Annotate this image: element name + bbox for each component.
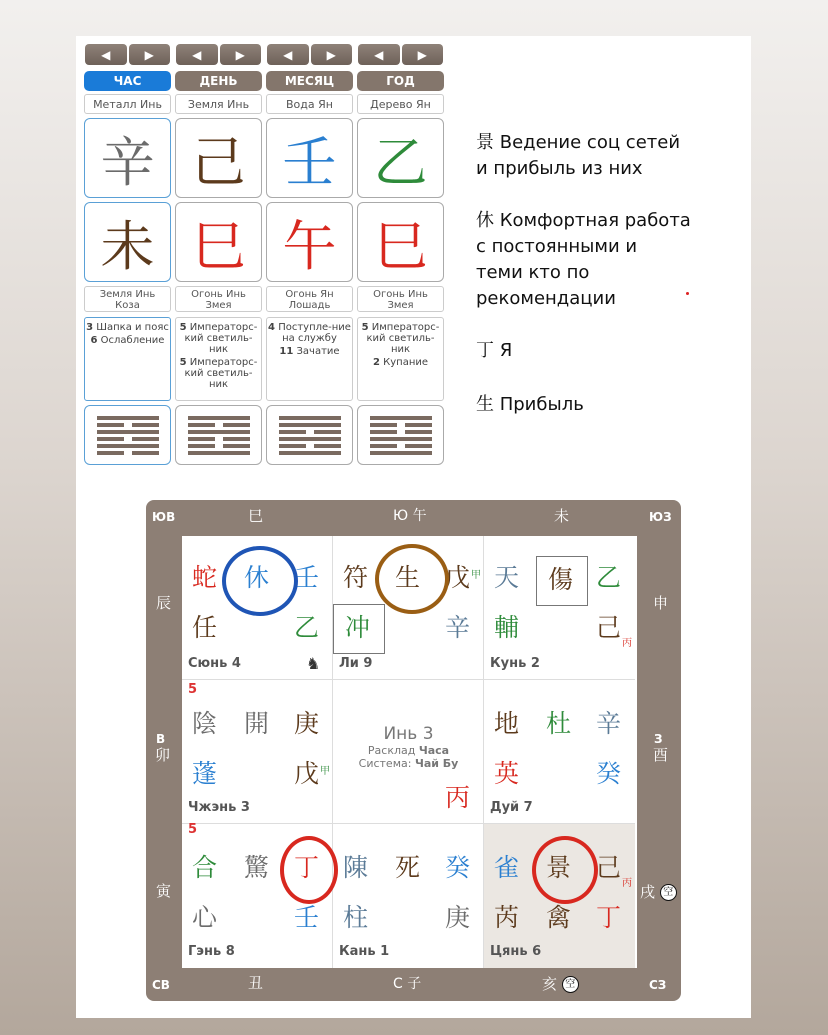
star: 蓬 <box>192 759 218 788</box>
gate: 開 <box>244 709 270 738</box>
heaven-stem: 戊 <box>445 563 471 592</box>
branch-shen: 申 <box>653 594 669 612</box>
star-number: 3 <box>86 322 94 333</box>
gate: 生 <box>395 563 421 592</box>
hexagram-line <box>188 437 250 441</box>
heavenly-stem[interactable]: 辛 <box>84 118 171 198</box>
life-stages <box>357 317 444 401</box>
star-number: 5 <box>179 357 187 368</box>
qimen-board <box>146 500 681 1001</box>
branch-animal: Лошадь <box>288 300 331 311</box>
gate: 杜 <box>546 709 572 738</box>
branch-hai-label: 亥 <box>542 975 558 993</box>
note-line: и прибыль из них <box>476 158 643 179</box>
gate: 傷 <box>548 565 574 594</box>
star: 柱 <box>343 903 369 932</box>
void-marker: 空 <box>562 976 579 993</box>
star-entry <box>85 335 170 346</box>
hexagram-line <box>370 423 432 427</box>
hexagram-line <box>279 444 341 448</box>
deity: 陳 <box>343 853 369 882</box>
branch-hai <box>542 976 579 993</box>
palace-center[interactable] <box>333 680 484 824</box>
earthly-branch[interactable]: 巳 <box>357 202 444 282</box>
palace-name: Цянь 6 <box>490 944 542 959</box>
star-number: 5 <box>361 322 369 333</box>
earth-stem: 戊 <box>294 759 320 788</box>
hexagram-line <box>370 437 432 441</box>
pillar-nav <box>357 44 444 66</box>
pillar-column <box>357 44 444 466</box>
number-badge: 5 <box>188 822 198 837</box>
palace-name: Дуй 7 <box>490 800 533 815</box>
note-ding: 丁 Я <box>476 340 513 361</box>
hexagram-line <box>370 430 432 434</box>
center-layout <box>333 744 484 757</box>
deity: 天 <box>494 563 520 592</box>
branch-element: Земля Инь <box>99 289 156 300</box>
star-entry <box>176 357 261 390</box>
gate: 死 <box>395 853 421 882</box>
highlight-circle <box>222 546 298 616</box>
pillar-tab[interactable]: ЧАС <box>84 71 171 91</box>
branch-chou: 丑 <box>248 974 264 992</box>
center-title: Инь 3 <box>383 724 434 744</box>
direction-west: З <box>654 732 663 746</box>
star: 芮 <box>494 903 520 932</box>
palace-qian[interactable] <box>484 824 635 968</box>
life-stages <box>84 317 171 401</box>
branch-chen: 辰 <box>156 594 172 612</box>
prev-button[interactable]: ◀ <box>267 44 309 65</box>
pillar-column <box>266 44 353 466</box>
direction-south: Ю 午 <box>393 508 427 524</box>
hexagram-line <box>188 451 250 455</box>
branch-animal: Коза <box>115 300 140 311</box>
pillar-column <box>84 44 171 466</box>
life-stages <box>266 317 353 401</box>
stem-element: Дерево Ян <box>357 94 444 114</box>
hexagram-line <box>279 416 341 420</box>
prev-button[interactable]: ◀ <box>176 44 218 65</box>
hexagram-line <box>370 416 432 420</box>
palace-zhen[interactable] <box>182 680 333 824</box>
branch-xu-label: 戌 <box>640 883 656 901</box>
earth-stem: 辛 <box>445 613 471 642</box>
hexagram-line <box>188 416 250 420</box>
palace-name: Гэнь 8 <box>188 944 235 959</box>
heavenly-stem[interactable]: 乙 <box>357 118 444 198</box>
branch-animal: Змея <box>205 300 232 311</box>
star-text: Императорс-кий светиль-ник <box>366 322 440 355</box>
number-badge: 5 <box>188 682 198 697</box>
earth-stem-sup: 丙 <box>622 638 632 649</box>
star-entry <box>358 357 443 368</box>
corner-nw: СЗ <box>649 978 667 992</box>
center-system-label: Система: <box>358 757 412 770</box>
branch-you: 酉 <box>653 746 669 764</box>
branch-yin: 寅 <box>156 882 172 900</box>
deity: 陰 <box>192 709 218 738</box>
palace-kan[interactable] <box>333 824 484 968</box>
heaven-stem-sup: 丙 <box>622 878 632 889</box>
stem-element: Металл Инь <box>84 94 171 114</box>
hexagram[interactable] <box>357 405 444 465</box>
star: 心 <box>192 903 218 932</box>
center-layout-label: Расклад <box>367 744 416 757</box>
earth-stem: 己 <box>596 613 622 642</box>
note-line: 景 Ведение соц сетей <box>476 132 681 153</box>
heavenly-stem[interactable]: 己 <box>175 118 262 198</box>
hexagram-line <box>97 451 159 455</box>
branch-info <box>357 286 444 312</box>
star-number: 4 <box>268 322 275 333</box>
earth-stem: 乙 <box>294 613 320 642</box>
deity: 合 <box>192 853 218 882</box>
prev-button[interactable]: ◀ <box>358 44 400 65</box>
star-entry <box>267 346 352 357</box>
palace-name: Ли 9 <box>339 656 373 671</box>
note-line: с постоянными и <box>476 236 638 257</box>
branch-element: Огонь Ян <box>285 289 334 300</box>
hexagram-line <box>97 437 159 441</box>
earth-stem-sup: 甲 <box>320 766 330 777</box>
star-number: 6 <box>90 335 98 346</box>
heaven-stem-sup: 甲 <box>471 570 481 581</box>
pillar-nav <box>175 44 262 66</box>
hexagram-line <box>188 430 250 434</box>
palace-name: Кань 1 <box>339 944 390 959</box>
note-line: 休 Комфортная работа <box>476 210 691 231</box>
hexagram-line <box>188 444 250 448</box>
palace-kun[interactable] <box>484 536 635 680</box>
star-number: 11 <box>279 346 294 357</box>
note-line: теми кто по <box>476 262 590 283</box>
pillar-column <box>175 44 262 466</box>
branch-xu <box>640 884 677 901</box>
gate: 景 <box>546 853 572 882</box>
star: 英 <box>494 759 520 788</box>
highlight-circle <box>375 544 449 614</box>
stem-element: Вода Ян <box>266 94 353 114</box>
star-text: Купание <box>383 357 429 368</box>
star: 冲 <box>345 613 371 642</box>
heaven-stem: 辛 <box>596 709 622 738</box>
earth-stem: 庚 <box>445 903 471 932</box>
hexagram-line <box>279 451 341 455</box>
star-entry <box>176 322 261 355</box>
hexagram[interactable] <box>266 405 353 465</box>
palace-dui[interactable] <box>484 680 635 824</box>
heaven-stem: 壬 <box>294 563 320 592</box>
direction-east: В <box>156 732 166 746</box>
highlight-circle <box>280 836 338 904</box>
branch-wei: 未 <box>554 507 570 525</box>
star-text: Императорс-кий светиль-ник <box>184 357 258 390</box>
heavenly-stem[interactable]: 壬 <box>266 118 353 198</box>
pillar-tab[interactable]: ГОД <box>357 71 444 91</box>
earthly-branch[interactable]: 巳 <box>175 202 262 282</box>
bazi-chart <box>84 44 444 466</box>
branch-si: 巳 <box>248 507 264 525</box>
highlight-circle <box>532 836 598 904</box>
palace-name: Чжэнь 3 <box>188 800 250 815</box>
deity: 蛇 <box>192 563 218 592</box>
earth-stem: 癸 <box>596 759 622 788</box>
corner-se: ЮВ <box>152 510 176 524</box>
direction-north: С 子 <box>393 976 422 992</box>
earth-stem: 丁 <box>596 903 622 932</box>
star: 任 <box>192 613 218 642</box>
void-marker: 空 <box>660 884 677 901</box>
star-text: Поступле-ние на службу <box>278 322 351 344</box>
note-sheng: 生 Прибыль <box>476 394 584 415</box>
star-number: 5 <box>179 322 187 333</box>
palace-grid <box>182 536 637 968</box>
center-stem: 丙 <box>445 783 471 812</box>
hexagram-line <box>97 430 159 434</box>
branch-info <box>266 286 353 312</box>
hexagram[interactable] <box>175 405 262 465</box>
star-number: 2 <box>372 357 380 368</box>
next-button[interactable]: ▶ <box>402 44 444 65</box>
hexagram-line <box>97 416 159 420</box>
star-text: Ослабление <box>100 335 165 346</box>
note-jing <box>476 130 680 182</box>
hexagram[interactable] <box>84 405 171 465</box>
earthly-branch[interactable]: 未 <box>84 202 171 282</box>
note-line: рекомендации <box>476 288 616 309</box>
center-system <box>333 757 484 770</box>
stem-element: Земля Инь <box>175 94 262 114</box>
pillar-tab[interactable]: МЕСЯЦ <box>266 71 353 91</box>
corner-ne: СВ <box>152 978 170 992</box>
hexagram-line <box>279 423 341 427</box>
next-button[interactable]: ▶ <box>220 44 262 65</box>
earthly-branch[interactable]: 午 <box>266 202 353 282</box>
center-system-value: Чай Бу <box>414 757 459 770</box>
next-button[interactable]: ▶ <box>311 44 353 65</box>
hexagram-line <box>97 423 159 427</box>
hexagram-line <box>279 430 341 434</box>
hexagram-line <box>188 423 250 427</box>
palace-name: Кунь 2 <box>490 656 540 671</box>
branch-info <box>175 286 262 312</box>
deity: 雀 <box>494 853 520 882</box>
star-text: Шапка и пояс <box>96 322 169 333</box>
star-2: 禽 <box>546 903 572 932</box>
hexagram-line <box>370 451 432 455</box>
star: 輔 <box>494 613 520 642</box>
palace-xun[interactable] <box>182 536 333 680</box>
star-entry <box>85 322 170 333</box>
branch-element: Огонь Инь <box>373 289 428 300</box>
red-dot <box>686 292 689 295</box>
branch-info <box>84 286 171 312</box>
palace-li[interactable] <box>333 536 484 680</box>
note-xiu <box>476 208 691 312</box>
branch-element: Огонь Инь <box>191 289 246 300</box>
heaven-stem: 乙 <box>596 563 622 592</box>
prev-button[interactable]: ◀ <box>85 44 127 65</box>
hexagram-line <box>97 444 159 448</box>
branch-mao: 卯 <box>155 746 171 764</box>
center-layout-value: Часа <box>418 744 450 757</box>
star-entry <box>358 322 443 355</box>
star-text: Императорс-кий светиль-ник <box>184 322 258 355</box>
corner-sw: ЮЗ <box>649 510 672 524</box>
horse-icon: ♞ <box>306 654 321 673</box>
deity: 地 <box>494 709 520 738</box>
heaven-stem: 癸 <box>445 853 471 882</box>
star-text: Зачатие <box>296 346 340 357</box>
gate: 驚 <box>244 853 270 882</box>
life-stages <box>175 317 262 401</box>
heaven-stem: 己 <box>596 853 622 882</box>
gate: 休 <box>244 563 270 592</box>
palace-name: Сюнь 4 <box>188 656 241 671</box>
pillar-nav <box>84 44 171 66</box>
heaven-stem: 丁 <box>294 853 320 882</box>
heaven-stem: 庚 <box>294 709 320 738</box>
palace-gen[interactable] <box>182 824 333 968</box>
hexagram-line <box>279 437 341 441</box>
star-entry <box>267 322 352 344</box>
hexagram-line <box>370 444 432 448</box>
next-button[interactable]: ▶ <box>129 44 171 65</box>
pillar-nav <box>266 44 353 66</box>
pillar-tab[interactable]: ДЕНЬ <box>175 71 262 91</box>
deity: 符 <box>343 563 369 592</box>
branch-animal: Змея <box>387 300 414 311</box>
earth-stem: 壬 <box>294 903 320 932</box>
